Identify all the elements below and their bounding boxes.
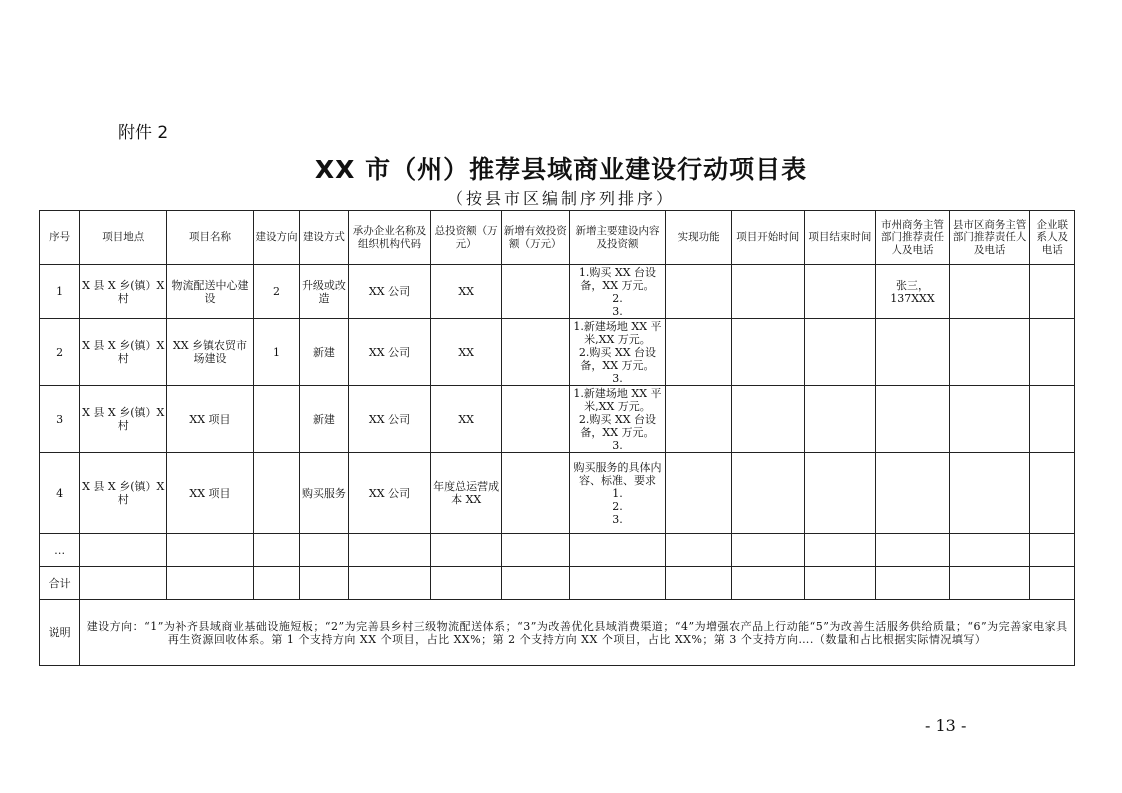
- table-row: [40, 453, 1075, 534]
- row-number: 2: [40, 319, 80, 386]
- county-contact: [949, 386, 1030, 453]
- content-line: 购买服务的具体内容、标准、要求: [573, 460, 662, 487]
- construction-content: [569, 453, 666, 534]
- attachment-label: 附件 2: [118, 123, 169, 143]
- header-cell: 项目开始时间: [731, 211, 804, 265]
- empty-cell: [300, 534, 348, 567]
- header-cell: 序号: [40, 211, 80, 265]
- function-cell: [666, 386, 732, 453]
- project-name: XX 乡镇农贸市场建设: [167, 319, 254, 386]
- empty-cell: [666, 567, 732, 600]
- project-location: X 县 X 乡(镇）X 村: [80, 319, 167, 386]
- header-cell: 项目结束时间: [804, 211, 876, 265]
- new-investment: [501, 319, 569, 386]
- table-row: [40, 319, 1075, 386]
- total-row: [40, 567, 1075, 600]
- project-location: X 县 X 乡(镇）X 村: [80, 386, 167, 453]
- header-cell: 建设方式: [300, 211, 348, 265]
- content-line: 3.: [612, 438, 623, 452]
- header-cell: 新增有效投资额（万元）: [501, 211, 569, 265]
- start-time: [731, 386, 804, 453]
- company-contact: [1030, 265, 1075, 319]
- content-line: 1.新建场地 XX 平米,XX 万元。: [573, 319, 662, 346]
- header-cell: 建设方向: [253, 211, 299, 265]
- header-cell: 实现功能: [666, 211, 732, 265]
- row-number: 3: [40, 386, 80, 453]
- header-cell: 市州商务主管部门推荐责任人及电话: [876, 211, 950, 265]
- row-number: 1: [40, 265, 80, 319]
- content-line: 1.: [612, 486, 623, 500]
- total-investment: XX: [431, 386, 502, 453]
- empty-cell: [569, 567, 666, 600]
- new-investment: [501, 386, 569, 453]
- construction-mode: 新建: [300, 386, 348, 453]
- project-location: X 县 X 乡(镇）X 村: [80, 453, 167, 534]
- construction-direction: [253, 386, 299, 453]
- header-cell: 项目名称: [167, 211, 254, 265]
- content-line: 2.: [612, 291, 623, 305]
- construction-direction: [253, 453, 299, 534]
- construction-direction: 2: [253, 265, 299, 319]
- empty-cell: [501, 534, 569, 567]
- empty-cell: [348, 567, 431, 600]
- table-row: [40, 265, 1075, 319]
- company-name: XX 公司: [348, 386, 431, 453]
- project-location: X 县 X 乡(镇）X 村: [80, 265, 167, 319]
- county-contact: [949, 453, 1030, 534]
- empty-cell: [167, 534, 254, 567]
- end-time: [804, 386, 876, 453]
- content-line: 1.购买 XX 台设备，XX 万元。: [578, 265, 657, 292]
- content-line: 3.: [612, 512, 623, 526]
- header-cell: 项目地点: [80, 211, 167, 265]
- construction-content: [569, 319, 666, 386]
- city-contact: [876, 453, 950, 534]
- start-time: [731, 319, 804, 386]
- empty-cell: [731, 567, 804, 600]
- construction-mode: 新建: [300, 319, 348, 386]
- empty-cell: [253, 567, 299, 600]
- project-name: XX 项目: [167, 386, 254, 453]
- end-time: [804, 265, 876, 319]
- header-cell: 总投资额（万元）: [431, 211, 502, 265]
- company-contact: [1030, 319, 1075, 386]
- total-investment: XX: [431, 319, 502, 386]
- construction-content: [569, 386, 666, 453]
- end-time: [804, 319, 876, 386]
- ellipsis-row: [40, 534, 1075, 567]
- end-time: [804, 453, 876, 534]
- construction-content: [569, 265, 666, 319]
- total-investment: 年度总运营成本 XX: [431, 453, 502, 534]
- project-table: [39, 210, 1075, 666]
- construction-direction: 1: [253, 319, 299, 386]
- table-header-row: [40, 211, 1075, 265]
- content-line: 3.: [612, 304, 623, 318]
- empty-cell: [949, 534, 1030, 567]
- empty-cell: [167, 567, 254, 600]
- empty-cell: [949, 567, 1030, 600]
- construction-mode: 升级或改造: [300, 265, 348, 319]
- total-label: 合计: [40, 567, 80, 600]
- note-text: 建设方向：“1”为补齐县域商业基础设施短板；“2”为完善县乡村三级物流配送体系；“3”为改善优化县域消费渠道；“4”为增强农产品上行动能“5”为改善生活服务供给质量；“6”为完善家电家具再生资源回收体系。第 1 个支持方向 XX 个项目，占比 XX%；第 2 个支持方向 XX 个项目，占比 XX%；第 3 个支持方向….（数量和占比根据实际情况填写）: [80, 600, 1075, 666]
- empty-cell: [80, 534, 167, 567]
- ellipsis-label: …: [40, 534, 80, 567]
- note-row: [40, 600, 1075, 666]
- county-contact: [949, 319, 1030, 386]
- function-cell: [666, 265, 732, 319]
- project-name: 物流配送中心建设: [167, 265, 254, 319]
- project-name: XX 项目: [167, 453, 254, 534]
- empty-cell: [876, 567, 950, 600]
- company-name: XX 公司: [348, 265, 431, 319]
- company-name: XX 公司: [348, 319, 431, 386]
- page-subtitle: （按县市区编制序列排序）: [446, 189, 675, 208]
- empty-cell: [431, 534, 502, 567]
- empty-cell: [804, 534, 876, 567]
- empty-cell: [80, 567, 167, 600]
- empty-cell: [876, 534, 950, 567]
- empty-cell: [804, 567, 876, 600]
- content-line: 2.: [612, 499, 623, 513]
- empty-cell: [501, 567, 569, 600]
- new-investment: [501, 453, 569, 534]
- row-number: 4: [40, 453, 80, 534]
- total-investment: XX: [431, 265, 502, 319]
- company-contact: [1030, 453, 1075, 534]
- header-cell: 新增主要建设内容及投资额: [569, 211, 666, 265]
- city-contact: 张三，137XXX: [876, 265, 950, 319]
- company-contact: [1030, 386, 1075, 453]
- header-cell: 企业联系人及电话: [1030, 211, 1075, 265]
- content-line: 2.购买 XX 台设备，XX 万元。: [578, 345, 657, 372]
- content-line: 3.: [612, 371, 623, 385]
- empty-cell: [1030, 567, 1075, 600]
- start-time: [731, 265, 804, 319]
- county-contact: [949, 265, 1030, 319]
- city-contact: [876, 319, 950, 386]
- new-investment: [501, 265, 569, 319]
- content-line: 1.新建场地 XX 平米,XX 万元。: [573, 386, 662, 413]
- page-number: - 13 -: [925, 716, 967, 735]
- empty-cell: [300, 567, 348, 600]
- empty-cell: [569, 534, 666, 567]
- note-label: 说明: [40, 600, 80, 666]
- header-cell: 县市区商务主管部门推荐责任人及电话: [949, 211, 1030, 265]
- header-cell: 承办企业名称及组织机构代码: [348, 211, 431, 265]
- company-name: XX 公司: [348, 453, 431, 534]
- empty-cell: [253, 534, 299, 567]
- empty-cell: [348, 534, 431, 567]
- page-title: XX 市（州）推荐县域商业建设行动项目表: [314, 155, 808, 184]
- empty-cell: [731, 534, 804, 567]
- empty-cell: [666, 534, 732, 567]
- start-time: [731, 453, 804, 534]
- content-line: 2.购买 XX 台设备，XX 万元。: [578, 412, 657, 439]
- empty-cell: [431, 567, 502, 600]
- function-cell: [666, 319, 732, 386]
- table-row: [40, 386, 1075, 453]
- construction-mode: 购买服务: [300, 453, 348, 534]
- city-contact: [876, 386, 950, 453]
- empty-cell: [1030, 534, 1075, 567]
- function-cell: [666, 453, 732, 534]
